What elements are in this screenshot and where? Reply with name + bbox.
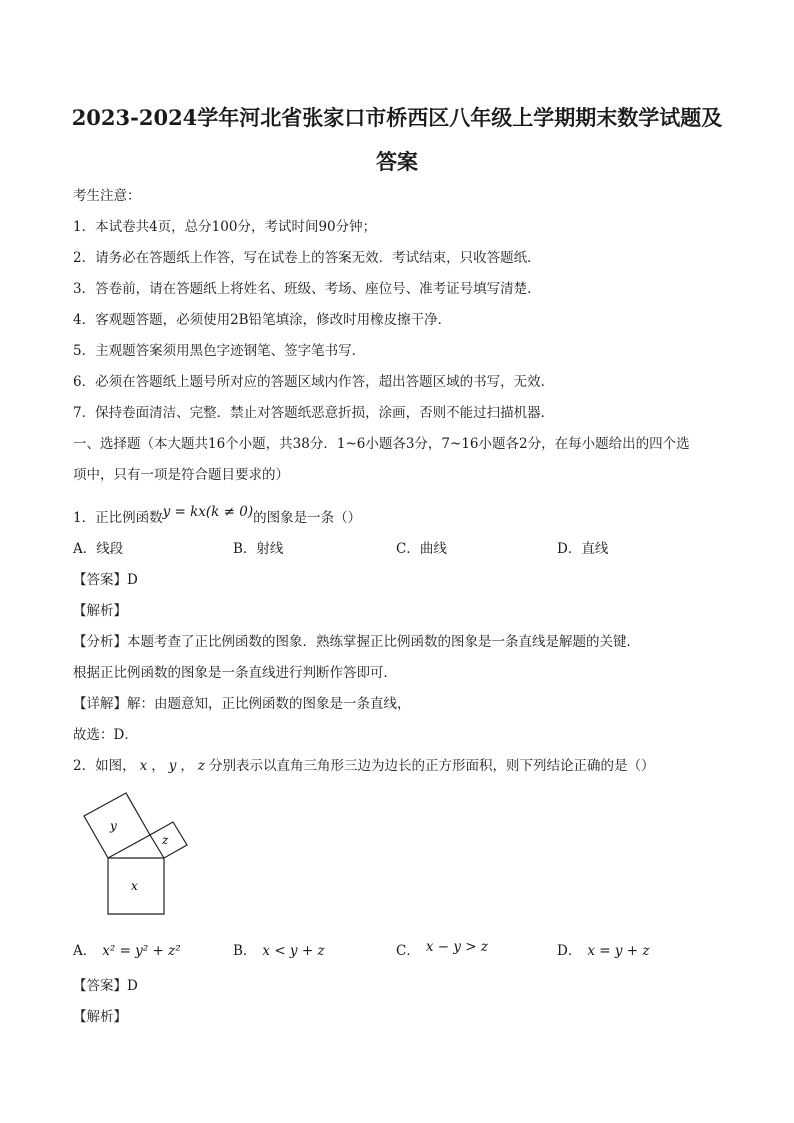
q1-option-c: C．曲线 (396, 541, 447, 557)
question-1 (73, 504, 362, 527)
right-triangle-squares-figure (78, 792, 198, 918)
notice-heading: 考生注意： (73, 188, 141, 204)
notice-item-4: 4．客观题答题，必须使用2B铅笔填涂，修改时用橡皮擦干净． (73, 312, 452, 328)
q2-answer: 【答案】D (73, 978, 138, 994)
q1-detail-text: 解：由题意知，正比例函数的图象是一条直线， (127, 696, 411, 712)
notice-item-1: 1．本试卷共4页，总分100分，考试时间90分钟； (73, 219, 377, 235)
title-line-2: 答案 (376, 149, 418, 174)
q1-option-d: D．直线 (557, 541, 609, 557)
notice-item-3: 3．答卷前，请在答题纸上将姓名、班级、考场、座位号、准考证号填写清楚． (73, 281, 541, 297)
notice-item-6: 6．必须在答题纸上题号所对应的答题区域内作答，超出答题区域的书写，无效． (73, 374, 555, 390)
q2-option-a-letter: A． (73, 943, 97, 959)
section-heading-line-2: 项中，只有一项是符合题目要求的） (73, 467, 289, 483)
question-2-var-y: y (168, 758, 177, 774)
q2-analysis-label: 【解析】 (73, 1009, 127, 1025)
question-1-suffix: 的图象是一条（） (253, 510, 362, 526)
question-2-var-z: z (197, 758, 205, 774)
question-1-prefix: 1．正比例函数 (73, 510, 163, 526)
question-1-formula: y = kx(k ≠ 0) (162, 504, 254, 520)
q2-option-d-formula: x = y + z (587, 943, 650, 959)
notice-item-5: 5．主观题答案须用黑色字迹钢笔、签字笔书写． (73, 343, 366, 359)
q1-analysis-text: 本题考查了正比例函数的图象．熟练掌握正比例函数的图象是一条直线是解题的关键． (127, 634, 640, 650)
q1-analysis (73, 633, 640, 651)
square-y (84, 793, 150, 858)
question-2-suffix: 分别表示以直角三角形三边为边长的正方形面积，则下列结论正确的是（） (208, 758, 655, 774)
q2-option-c-letter: C． (396, 943, 420, 959)
q1-answer: 【答案】D (73, 572, 138, 588)
figure-label-z: z (162, 833, 169, 847)
question-2-prefix: 2．如图， (73, 758, 136, 774)
q2-option-d-letter: D． (557, 943, 582, 959)
q2-option-b-formula: x < y + z (262, 943, 325, 959)
q1-detail (73, 695, 411, 713)
question-2-var-x: x (139, 758, 148, 774)
notice-item-7: 7．保持卷面清洁、完整．禁止对答题纸恶意折损，涂画，否则不能过扫描机器． (73, 405, 555, 421)
section-heading-line-1: 一、选择题（本大题共16个小题，共38分．1~6小题各3分，7~16小题各2分，在每小题给出的四个选 (73, 436, 690, 452)
square-z (150, 822, 187, 858)
q2-option-d (557, 942, 649, 960)
figure-label-y: y (110, 819, 117, 833)
figure-label-x: x (131, 879, 138, 893)
q1-analysis-label: 【解析】 (73, 603, 127, 619)
notice-item-2: 2．请务必在答题纸上作答，写在试卷上的答案无效．考试结束，只收答题纸． (73, 250, 541, 266)
question-2: 2．如图， x ， y ， z 分别表示以直角三角形三边为边长的正方形面积，则下列结论正确的是（） (73, 758, 655, 774)
q1-analysis-text-2: 根据正比例函数的图象是一条直线进行判断作答即可． (73, 665, 397, 681)
q1-option-a: A．线段 (73, 541, 124, 557)
q2-option-c-formula: x − y > z (425, 939, 488, 955)
q1-analysis-tag: 【分析】 (73, 634, 127, 650)
q2-option-b-letter: B． (233, 943, 257, 959)
q1-option-b: B．射线 (233, 541, 284, 557)
q1-conclusion: 故选：D． (73, 727, 138, 743)
title-line-1: 2023-2024学年河北省张家口市桥西区八年级上学期期末数学试题及 (71, 105, 723, 130)
document-title (60, 96, 734, 184)
q2-option-a-formula: x² = y² + z² (102, 943, 181, 959)
q2-option-c (396, 939, 488, 960)
q1-detail-tag: 【详解】 (73, 696, 127, 712)
q2-option-a (73, 942, 181, 960)
q2-option-b (233, 942, 325, 960)
